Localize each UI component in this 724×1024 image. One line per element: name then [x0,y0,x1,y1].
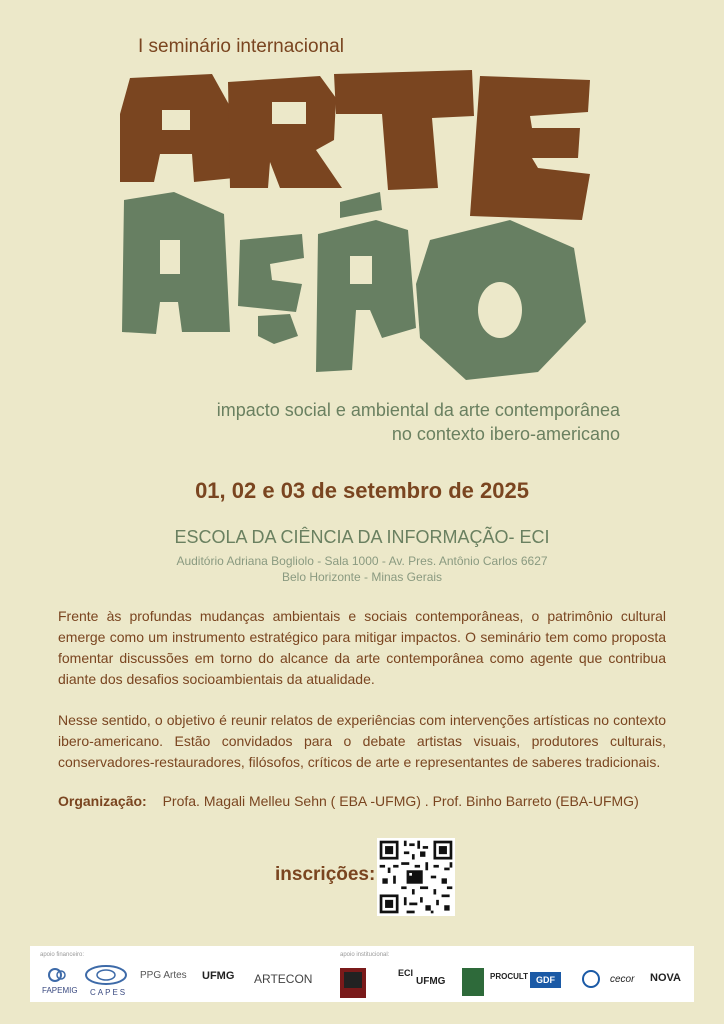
logo-cecor: cecor [610,974,635,985]
logo-ufmg-financial: UFMG [202,970,235,982]
event-address [0,553,724,585]
subtitle [100,398,620,446]
registration-qr-code[interactable] [377,838,455,916]
organization [58,793,639,809]
logo-ufmg-institutional: UFMG [416,976,446,987]
logo-gdf: GDF [530,972,561,988]
event-venue: ESCOLA DA CIÊNCIA DA INFORMAÇÃO- ECI [174,527,550,547]
network-logo-icon [580,968,602,990]
logo-fapemig: FAPEMIG [42,986,78,995]
institutional-emblem-icon [340,968,366,998]
sponsors-footer [30,946,694,1002]
address-line-2: Belo Horizonte - Minas Gerais [281,570,443,584]
green-emblem-icon [462,968,484,996]
title-acao [122,192,586,380]
logo-capes: CAPES [90,988,128,997]
organization-text: Profa. Magali Melleu Sehn ( EBA -UFMG) . Prof. Binho Barreto (EBA-UFMG) [162,793,639,809]
subtitle-line-1: impacto social e ambiental da arte contemporânea [216,400,620,420]
event-date: 01, 02 e 03 de setembro de 2025 [195,478,529,503]
logo-procult: PROCULT [490,972,529,981]
logo-nova: NOVA [650,972,681,984]
registration-label: inscrições: [275,864,376,885]
logo-eci: ECI [398,968,414,978]
logo-artecon: ARTECON [254,972,313,986]
title-logo [120,70,600,382]
institutional-support-label: apoio institucional: [340,952,390,958]
organization-label: Organização: [58,793,147,809]
address-line-1: Auditório Adriana Bogliolo - Sala 1000 - Av. Pres. Antônio Carlos 6627 [176,554,548,568]
subtitle-line-2: no contexto ibero-americano [391,424,620,444]
logo-ppg-artes: PPG Artes [140,970,187,981]
intro-paragraph: Frente às profundas mudanças ambientais e sociais contemporâneas, o patrimônio cultural emerge como um instrumento estratégico para mitigar impactos. O seminário tem como proposta fomentar discussões em torno do alcance da arte contemporânea como agente que contribua diante dos desafios socioambientais da atualidade. [58,608,666,687]
capes-logo-icon [84,964,128,986]
kicker-text: I seminário internacional [138,36,344,57]
objective-paragraph: Nesse sentido, o objetivo é reunir relatos de experiências com intervenções artísticas no contexto ibero-americano. Estão convidados para o debate artistas visuais, produtores culturais, conservadores-restauradores, filósofos, críticos de arte e representantes de saberes tradicionais. [58,712,666,770]
title-arte [120,70,590,220]
fapemig-logo-icon [46,966,70,984]
financial-support-label: apoio financeiro: [40,952,85,958]
